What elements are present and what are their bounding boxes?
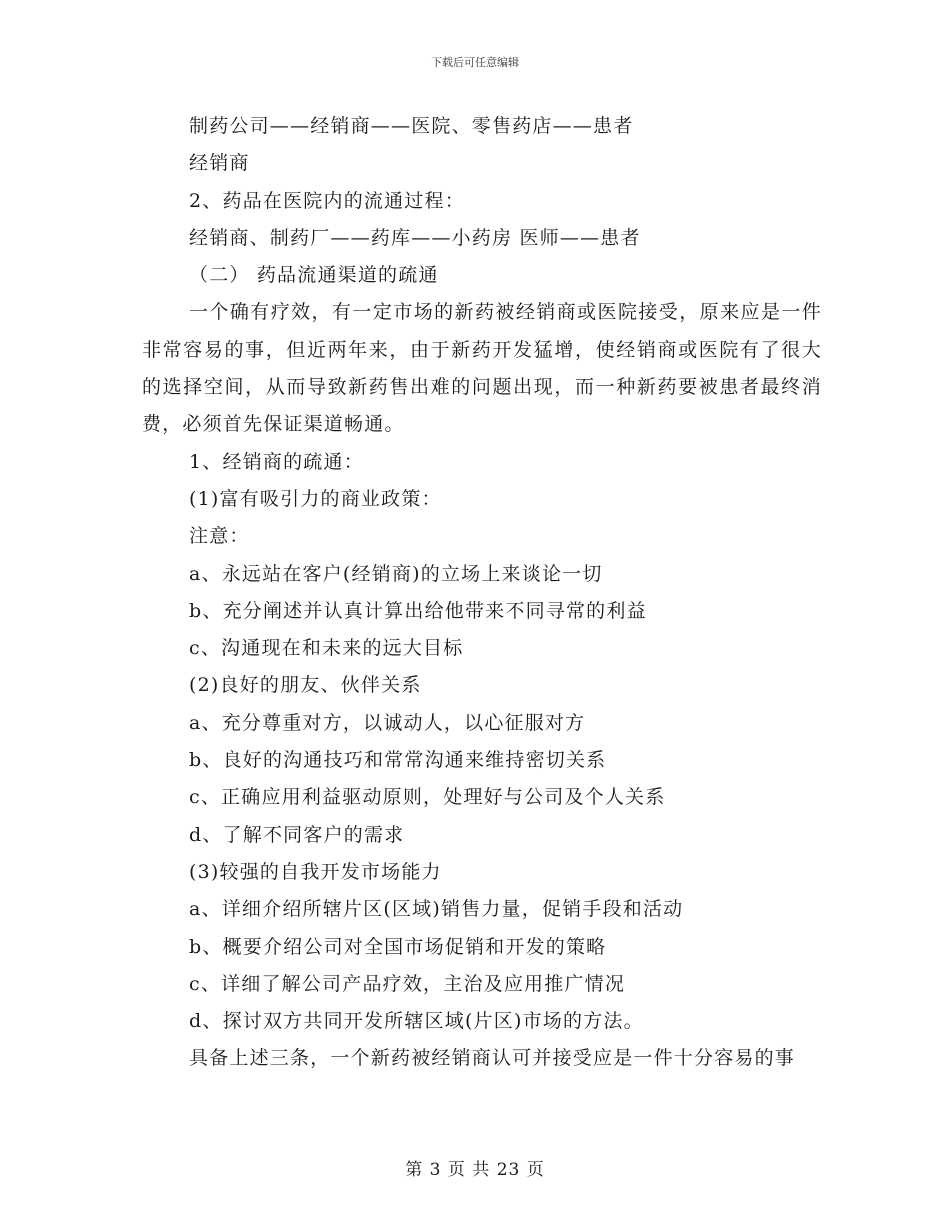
subsection-heading: 1、经销商的疏通： <box>189 450 364 473</box>
list-item: c、正确应用利益驱动原则，处理好与公司及个人关系 <box>189 786 666 809</box>
paragraph: 一个确有疗效，有一定市场的新药被经销商或医院接受，原来应是一件非常容易的事，但近两年来，由于新药开发猛增，使经销商或医院有了很大的选择空间，从而导致新药售出难的问题出现，而一种新药要被患者最终消费，必须首先保证渠道畅通。 <box>142 301 822 436</box>
page-number-footer: 第 3 页 共 23 页 <box>405 1160 545 1180</box>
document-body <box>142 108 822 1078</box>
list-heading: (3)较强的自我开发市场能力 <box>189 860 442 883</box>
page-header: 下载后可任意编辑 <box>431 56 519 69</box>
list-item: b、充分阐述并认真计算出给他带来不同寻常的利益 <box>189 599 647 622</box>
list-item: 注意： <box>189 525 250 548</box>
list-item: c、详细了解公司产品疗效，主治及应用推广情况 <box>189 972 626 995</box>
text-line: 经销商 <box>189 152 250 175</box>
text-line: 经销商、制药厂——药库——小药房 医师——患者 <box>189 226 641 249</box>
text-line: 制药公司——经销商——医院、零售药店——患者 <box>189 115 634 137</box>
list-item: b、概要介绍公司对全国市场促销和开发的策略 <box>189 935 607 958</box>
list-heading: (2)良好的朋友、伙伴关系 <box>189 674 422 697</box>
list-item: b、良好的沟通技巧和常常沟通来维持密切关系 <box>189 749 607 772</box>
list-item: d、探讨双方共同开发所辖区域(片区)市场的方法。 <box>189 1010 644 1033</box>
list-item: d、了解不同客户的需求 <box>189 823 405 846</box>
list-item: a、永远站在客户(经销商)的立场上来谈论一切 <box>189 562 603 585</box>
list-item: c、沟通现在和未来的远大目标 <box>189 637 464 660</box>
list-heading: (1)富有吸引力的商业政策： <box>189 487 442 510</box>
list-item: a、详细介绍所辖片区(区域)销售力量，促销手段和活动 <box>189 898 684 921</box>
text-line: 2、药品在医院内的流通过程： <box>189 189 465 212</box>
list-item: a、充分尊重对方，以诚动人，以心征服对方 <box>189 711 586 734</box>
paragraph: 具备上述三条，一个新药被经销商认可并接受应是一件十分容易的事 <box>189 1047 796 1070</box>
section-heading: （二） 药品流通渠道的疏通 <box>189 264 439 287</box>
